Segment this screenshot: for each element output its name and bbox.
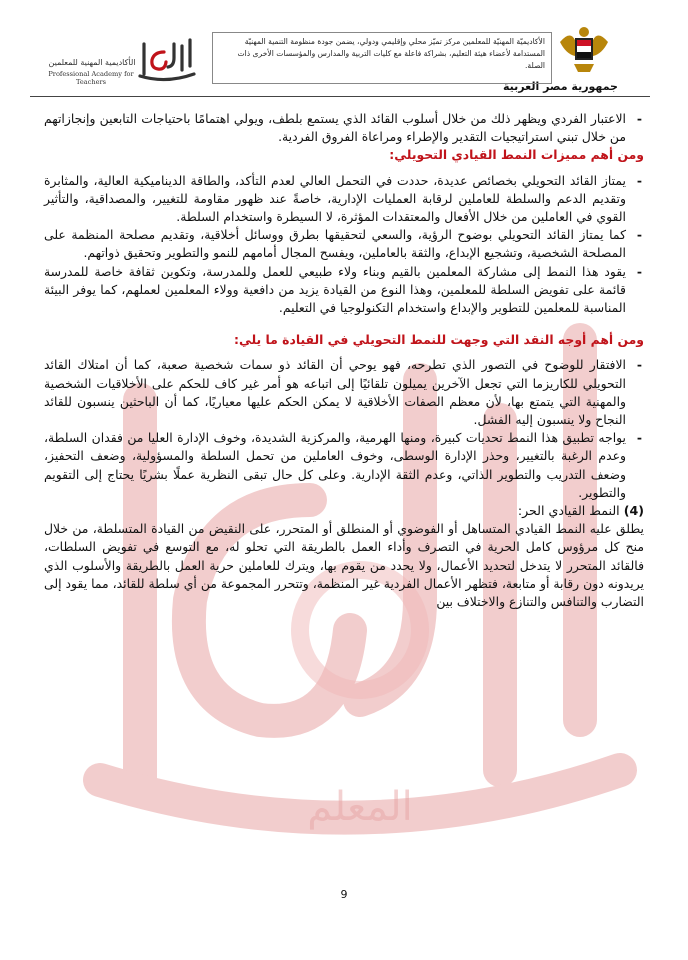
intro-list: [44, 110, 644, 146]
list-item: - يواجه تطبيق هذا النمط تحديات كبيرة، ومنها الهرمية، والمركزية الشديدة، وخوف الإدارة العليا من فقدان السلطة، وعدم الرغبة بالتغيير، وحذر الإدارة الوسطى، وخوف العاملين من تحمل السلطة والمسؤولية، وضعف التحفيز، وضعف التدريب والتطوير الذاتي، وعدم الثقة الإدارية. وعلى كل حال تبقى النظرية عملًا بشريًا يحتاج إلى التقويم والتطوير.: [44, 429, 626, 502]
list-item: - يقود هذا النمط إلى مشاركة المعلمين بالقيم وبناء ولاء طبيعي للعمل وللمدرسة، وتكوين ثقافة خاصة للمدرسة قائمة على تفويض السلطة للمعلمين، وهذا النوع من القيادة يزيد من دافعية وولاء المعلمين لعملهم، كما يوفر البيئة المناسبة للمعلمين للتطوير والإبداع واستخدام التكنولوجيا في التعليم.: [44, 263, 626, 318]
egypt-eagle-emblem: [558, 24, 610, 76]
accreditation-statement: الأكاديميّة المهنيّة للمعلمين مركز تميّز محلي وإقليمي ودولي، يضمن جودة منظومة التنمية المهنيّة المستدامة لأعضاء هيئة التعليم، بشراكة فاعلة مع كليات التربية والمدارس والمؤسسات الأخرى ذات الصلة.: [212, 32, 552, 84]
academy-name-arabic: الأكاديمية المهنية للمعلمين: [48, 58, 136, 67]
academy-name-english: Professional Academy for Teachers: [48, 70, 134, 86]
section-heading-laissez-faire: [44, 502, 644, 520]
page-number: 9: [340, 888, 348, 901]
section-heading-criticisms: ومن أهم أوجه النقد التي وجهت للنمط التحويلي في القيادة ما يلي:: [234, 332, 644, 348]
country-name: جمهورية مصر العربية: [503, 80, 618, 93]
section-title: النمط القيادي الحر:: [517, 503, 620, 519]
features-list: [44, 172, 644, 318]
criticisms-list: [44, 356, 644, 502]
section-heading-features: ومن أهم مميزات النمط القيادي التحويلي:: [389, 147, 644, 163]
document-body: [44, 110, 644, 611]
list-item: - يمتاز القائد التحويلي بخصائص عديدة، حددت في التحمل العالي لعدم التأكد، والطاقة الديناميكية العالية، والمثابرة وتقديم الدعم والسلطة للعاملين لرقابة العمليات الإدارية، خاصةً عند ظهور مقاومة للتغيير، والمصداقية، والتأثير القوي في العاملين من خلال الأفعال والمعتقدات المؤثرة، لا السيطرة واستخدام السلطة.: [44, 172, 626, 227]
list-item: - الافتقار للوضوح في التصور الذي تطرحه، فهو يوحي أن القائد ذو سمات شخصية صعبة، كما أن امتلاك القائد التحويلي للكاريزما التي تجعل الآخرين يميلون تلقائيًا إلى اتباعه هو أمر غير كاف للحكم على الأخلاقيات الشخصية والمهنية التي يتمتع بها، لأن معظم الصفات الأخلاقية لا يمكن الحكم عليها معياريًا، كما أن الباحثين ينسبون للقائد النجاح ولا ينسبون إليه الفشل.: [44, 356, 626, 429]
list-item: - كما يمتاز القائد التحويلي بوضوح الرؤية، والسعي لتحقيقها بطرق ووسائل أخلاقية، وتقديم مصلحة المنظمة على المصلحة الشخصية، وتشجيع الإبداع، والثقة بالعاملين، ويفسح المجال أمامهم للنمو والتطوير وتحقيق ذواتهم.: [44, 226, 626, 262]
svg-text:المعلم: المعلم: [307, 784, 413, 830]
closing-paragraph: يطلق عليه النمط القيادي المتساهل أو الفوضوي أو المنطلق أو المتحرر، على النقيض من القيادة المتسلطة، من خلال منح كل مرؤوس كامل الحرية في التصرف وأداء العمل بالطريقة التي تحلو له، مع التوسع في تفويض السلطات، فالقائد المتحرر لا يتدخل لتحديد الأعمال، ولا يحدد من يقوم بها، ويترك للعاملين حرية العمل بالطريقة والأسلوب الذي يريدونه دون رقابة أو متابعة، فتظهر الأعمال الفردية غير المنظمة، وتتحرر المجموعة من أي سلطة للقائد، مما يقود إلى التضارب والتنافس والتنازع والاختلاف بين: [44, 521, 644, 610]
header-divider: [30, 96, 650, 97]
section-number: (4): [623, 503, 644, 519]
list-item: - الاعتبار الفردي ويظهر ذلك من خلال أسلوب القائد الذي يستمع بلطف، ويولي اهتمامًا باحتياجات التابعين وإنجازاتهم من خلال تبني استراتيجيات التقدير والإطراء ومراعاة الفروق الفردية.: [44, 110, 626, 146]
